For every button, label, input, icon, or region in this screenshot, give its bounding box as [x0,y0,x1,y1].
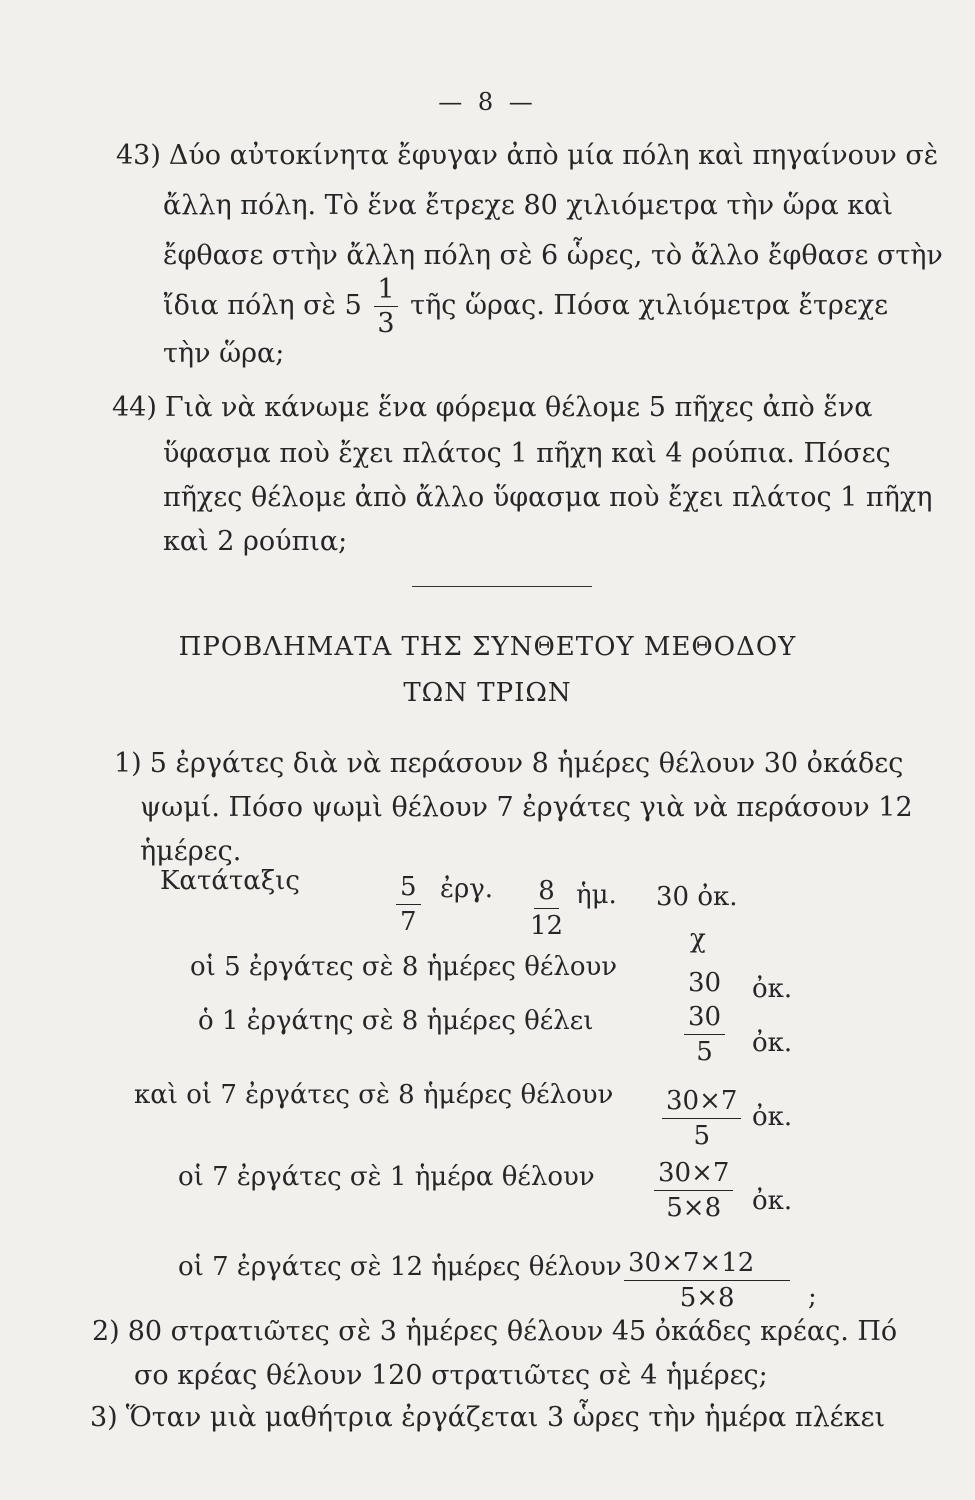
fraction-denominator: 3 [377,308,395,339]
problem-1-line-2: ψωμί. Πόσο ψωμὶ θέλουν 7 ἐργάτες γιὰ νὰ περάσουν 12 [140,792,913,823]
solution-step-4-fraction [654,1160,733,1221]
problem-43-text: Δύο αὐτοκίνητα ἔφυγαν ἀπὸ μία πόλη καὶ πηγαίνουν σὲ [168,140,939,171]
step-3-denominator: 5 [693,1121,710,1151]
solution-step-1-value: 30 [688,968,722,998]
problem-43-line-2: ἄλλη πόλη. Τὸ ἕνα ἔτρεχε 80 χιλιόμετρα τὴν ὥρα καὶ [163,190,893,221]
problem-43-line-5: τὴν ὥρα; [163,338,285,369]
solution-step-5-text: οἱ 7 ἐργάτες σὲ 12 ἡμέρες θέλουν [178,1252,622,1282]
fraction-one-third [374,276,397,337]
solution-step-2-unit: ὀκ. [752,1028,793,1058]
solution-step-4-unit: ὀκ. [752,1186,793,1216]
katataxis-workers [396,874,421,935]
days-unit: ἡμ. [576,880,617,910]
days-top: 8 [534,878,559,909]
workers-bottom: 7 [400,907,417,937]
problem-44-number: 44) [112,392,157,423]
katataxis-label: Κατάταξις [160,866,300,896]
problem-1-text: 5 ἐργάτες διὰ νὰ περάσουν 8 ἡμέρες θέλουν 30 ὀκάδες [149,748,904,779]
problem-2-text: 80 στρατιῶτες σὲ 3 ἡμέρες θέλουν 45 ὀκάδες κρέας. Πό [127,1316,898,1347]
solution-step-1-unit: ὀκ. [752,974,793,1004]
solution-step-1-text: οἱ 5 ἐργάτες σὲ 8 ἡμέρες θέλουν [190,952,618,982]
problem-1-number: 1) [114,748,142,779]
section-title-line-1: ΠΡΟΒΛΗΜΑΤΑ ΤΗΣ ΣΥΝΘΕΤΟΥ ΜΕΘΟΔΟΥ [178,632,797,662]
section-title-line-2: ΤΩΝ ΤΡΙΩΝ [403,678,572,708]
step-4-denominator: 5×8 [666,1193,722,1223]
workers-top: 5 [396,874,421,905]
problem-44-text: Γιὰ νὰ κάνωμε ἕνα φόρεμα θέλομε 5 πῆχες ἀπὸ ἕνα [164,392,873,423]
section-divider [412,586,592,587]
problem-3-number: 3) [90,1402,118,1433]
page-number: — 8 — [438,88,537,116]
problem-43-line-1 [116,140,938,171]
solution-step-3-text: καὶ οἱ 7 ἐργάτες σὲ 8 ἡμέρες θέλουν [134,1080,614,1110]
problem-44-line-3: πῆχες θέλομε ἀπὸ ἄλλο ὕφασμα ποὺ ἔχει πλάτος 1 πῆχη [163,482,933,513]
problem-2-number: 2) [92,1316,120,1347]
step-5-denominator: 5×8 [679,1283,735,1313]
problem-1-line-3: ἡμέρες. [140,836,242,867]
okades-top: 30 ὀκ. [656,882,738,912]
problem-2-line-1 [92,1316,897,1347]
katataxis-days [526,878,567,939]
problem-43-line-4-start: ἴδια πόλη σὲ 5 [163,290,362,321]
workers-unit: ἐργ. [440,874,494,904]
solution-step-5-fraction [624,1250,790,1311]
step-2-numerator: 30 [684,1004,725,1035]
step-5-numerator: 30×7×12 [624,1250,790,1281]
solution-step-3-unit: ὀκ. [752,1102,793,1132]
solution-step-3-fraction [662,1088,741,1149]
step-4-numerator: 30×7 [654,1160,733,1191]
fraction-numerator: 1 [374,276,397,307]
solution-step-4-text: οἱ 7 ἐργάτες σὲ 1 ἡμέρα θέλουν [178,1162,595,1192]
days-bottom: 12 [530,911,564,941]
problem-2-line-2: σο κρέας θέλουν 120 στρατιῶτες σὲ 4 ἡμέρες; [134,1360,768,1391]
problem-43-line-4 [163,276,888,337]
solution-step-2-text: ὁ 1 ἐργάτης σὲ 8 ἡμέρες θέλει [198,1006,594,1036]
problem-3-line-1 [90,1402,885,1433]
solution-step-5-unit: ; [808,1282,817,1312]
problem-44-line-2: ὕφασμα ποὺ ἔχει πλάτος 1 πῆχη καὶ 4 ρούπια. Πόσες [163,438,891,469]
problem-44-line-4: καὶ 2 ρούπια; [163,526,348,557]
problem-44-line-1 [112,392,872,423]
problem-3-text: Ὅταν μιὰ μαθήτρια ἐργάζεται 3 ὧρες τὴν ἡμέρα πλέκει [125,1402,886,1433]
step-2-denominator: 5 [696,1037,713,1067]
problem-43-number: 43) [116,140,161,171]
step-3-numerator: 30×7 [662,1088,741,1119]
okades-unknown: χ [690,924,706,954]
problem-43-line-3: ἔφθασε στὴν ἄλλη πόλη σὲ 6 ὧρες, τὸ ἄλλο ἔφθασε στὴν [163,240,943,271]
problem-1-line-1 [114,748,903,779]
solution-step-2-fraction [684,1004,725,1065]
problem-43-line-4-end: τῆς ὥρας. Πόσα χιλιόμετρα ἔτρεχε [410,290,889,321]
